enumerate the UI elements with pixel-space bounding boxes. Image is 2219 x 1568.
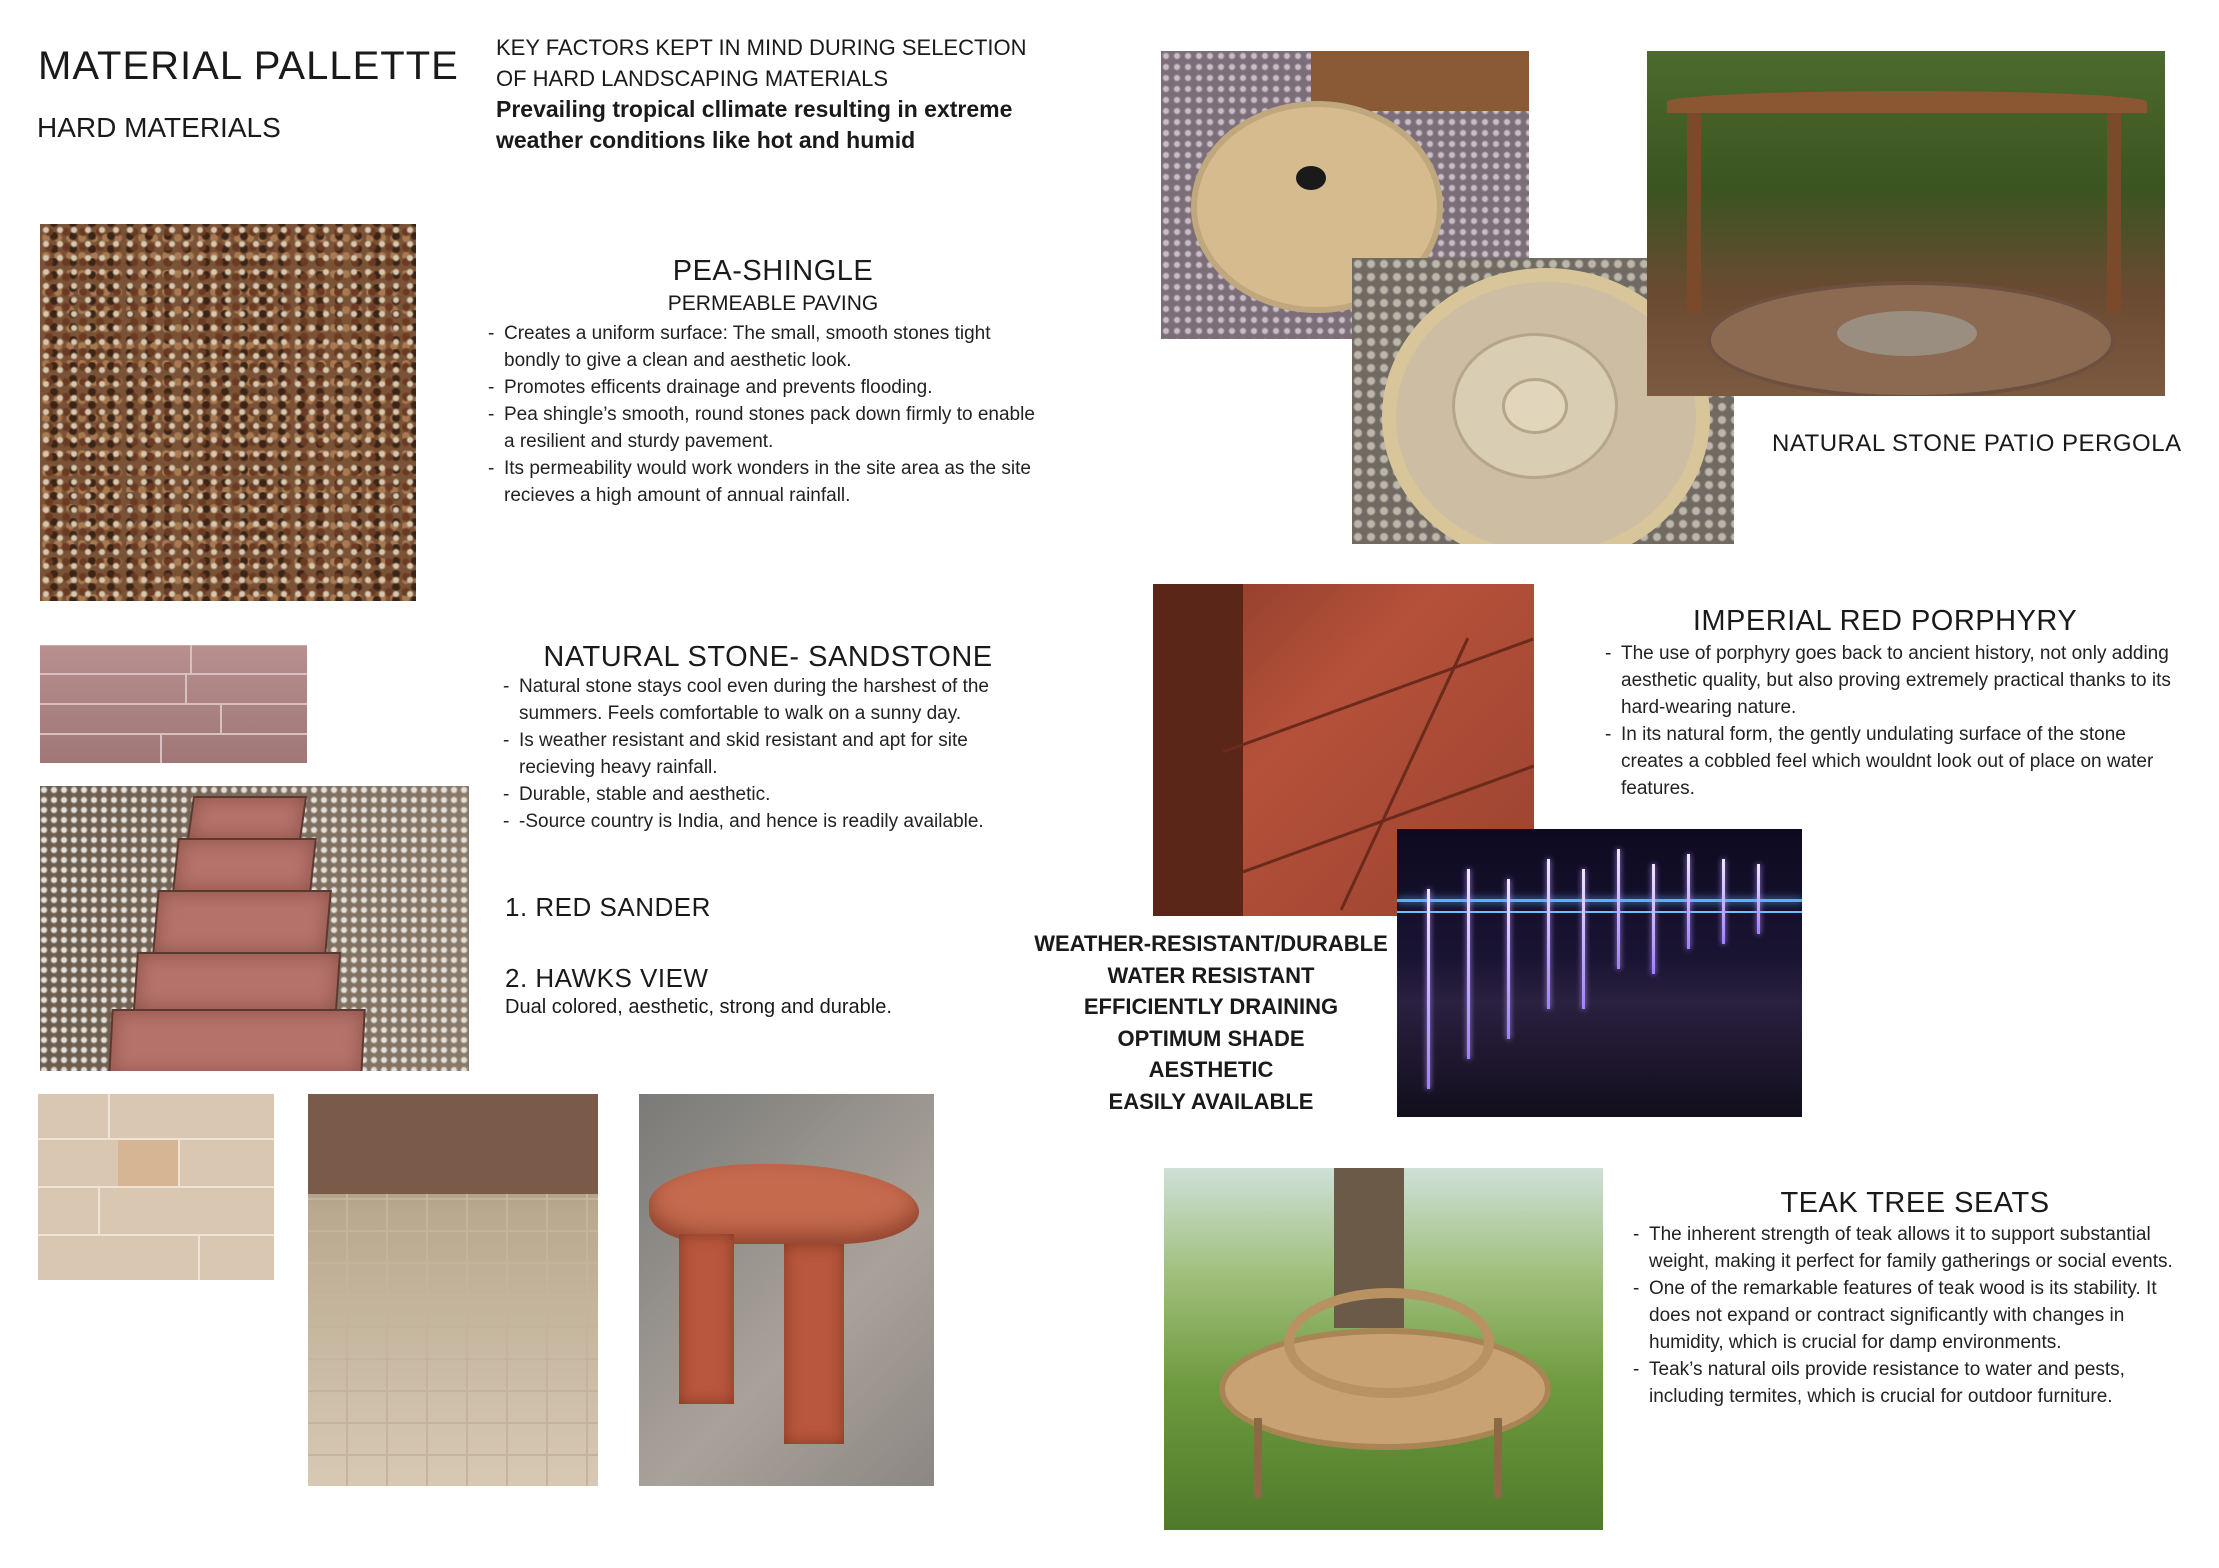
sandstone-bench-photo [639,1094,934,1486]
bullet-item: - Durable, stable and aesthetic. [503,781,1043,808]
sandstone-path-photo [40,786,469,1071]
variant-hawks-view: 2. HAWKS VIEW [505,963,709,993]
quality-item: AESTHETIC [1148,1057,1274,1082]
page-title: MATERIAL PALLETTE [38,44,459,88]
red-sander-swatch-photo [40,645,307,763]
variant-red-sander: 1. RED SANDER [505,892,711,922]
teak-bullets [1633,1221,2203,1410]
bullet-item: - Teak’s natural oils provide resistance to water and pests, including termites, which is crucial for outdoor furniture. [1633,1356,2203,1410]
key-factors-block [496,32,1056,156]
bullet-item: - The inherent strength of teak allows it to support substantial weight, making it perfect for family gatherings or social events. [1633,1221,2203,1275]
key-factors-line1: KEY FACTORS KEPT IN MIND DURING SELECTION [496,35,1027,60]
key-factors-bold2: weather conditions like hot and humid [496,127,916,153]
patio-pergola-caption: NATURAL STONE PATIO PERGOLA [1772,430,2182,457]
bullet-item: - In its natural form, the gently undulating surface of the stone creates a cobbled feel which wouldnt look out of place on water features. [1605,721,2175,802]
bullet-item: - -Source country is India, and hence is readily available. [503,808,1043,835]
bullet-item: - Its permeability would work wonders in the site area as the site recieves a high amount of annual rainfall. [488,455,1043,509]
plaza-paving-photo [308,1094,598,1486]
variant-hawks-view-description: Dual colored, aesthetic, strong and durable. [505,996,892,1018]
quality-item: OPTIMUM SHADE [1117,1025,1305,1051]
bullet-item: - Promotes efficents drainage and prevents flooding. [488,374,1043,401]
pergola-photo [1647,51,2165,396]
quality-item: EASILY AVAILABLE [1108,1088,1314,1114]
quality-item: WEATHER-RESISTANT/DURABLE [1034,931,1388,956]
bullet-item: - Is weather resistant and skid resistant and apt for site recieving heavy rainfall. [503,727,1043,781]
quality-item: WATER RESISTANT [1107,962,1315,988]
quality-item: EFFICIENTLY DRAINING [1083,994,1339,1019]
sandstone-bullets [503,673,1043,835]
qualities-list [1030,928,1392,1117]
bullet-item: - The use of porphyry goes back to ancient history, not only adding aesthetic quality, but also proving extremely practical thanks to its hard-wearing nature. [1605,640,2175,721]
porphyry-title: IMPERIAL RED PORPHYRY [1692,605,2078,637]
teak-title: TEAK TREE SEATS [1780,1187,2050,1219]
pea-shingle-photo [40,224,416,601]
pea-shingle-subtitle: PERMEABLE PAVING [667,292,879,315]
pea-shingle-title: PEA-SHINGLE [672,255,874,287]
pea-shingle-bullets [488,320,1043,509]
key-factors-line2: OF HARD LANDSCAPING MATERIALS [496,66,888,91]
page-subtitle: HARD MATERIALS [37,112,281,143]
hawks-view-swatch-photo [38,1094,274,1280]
water-fountain-photo [1397,829,1802,1117]
bullet-item: - Creates a uniform surface: The small, smooth stones tight bondly to give a clean and aesthetic look. [488,320,1043,374]
bullet-item: - One of the remarkable features of teak wood is its stability. It does not expand or contract significantly with changes in humidity, which is crucial for damp environments. [1633,1275,2203,1356]
porphyry-bullets [1605,640,2175,802]
key-factors-bold1: Prevailing tropical cllimate resulting in extreme [496,96,1013,122]
teak-tree-seat-photo [1164,1168,1603,1530]
sandstone-title: NATURAL STONE- SANDSTONE [543,641,993,673]
bullet-item: - Pea shingle’s smooth, round stones pack down firmly to enable a resilient and sturdy pavement. [488,401,1043,455]
bullet-item: - Natural stone stays cool even during the harshest of the summers. Feels comfortable to walk on a sunny day. [503,673,1043,727]
